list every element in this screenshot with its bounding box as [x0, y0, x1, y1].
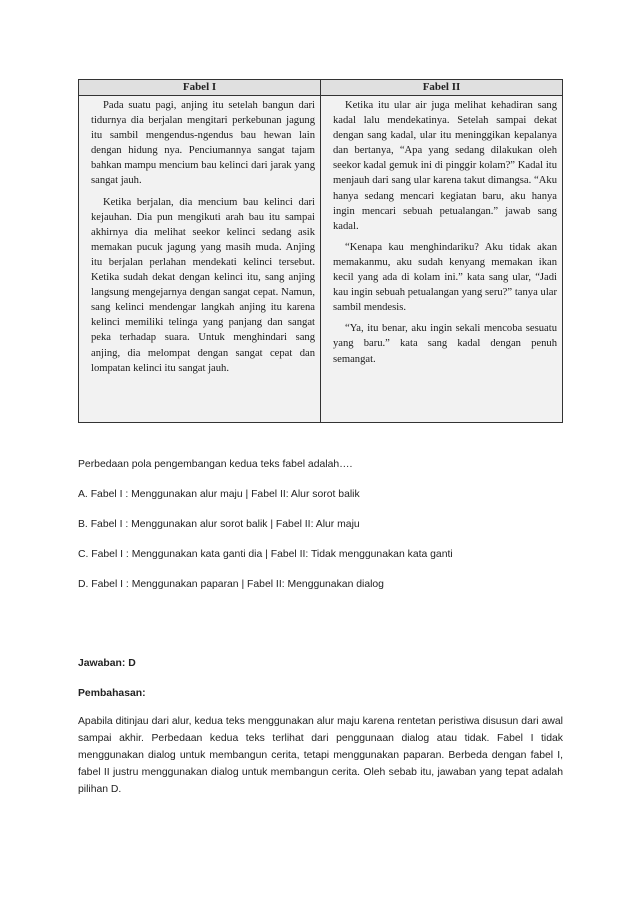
fabel-2-paragraph: “Ya, itu benar, aku ingin sekali mencoba sesuatu yang baru.” kata sang kadal dengan penuh semangat.: [333, 323, 557, 365]
fabel-2-paragraph: Ketika itu ular air juga melihat kehadiran sang kadal lalu mendekatinya. Setelah sampai dekat dengan sang kadal, ular itu meninggikan kepalanya dan bertanya, “Apa yang sedang dilakukan oleh seekor kadal gemuk ini di pinggir kolam?” Kadal itu menjauh dari sang ular karena takut dimangsa. “Aku hanya sedang mencari kegiatan baru, aku hanya ingin mencari sebuah petualangan.” jawab sang kadal.: [333, 100, 557, 232]
option-a: A. Fabel I : Menggunakan alur maju | Fabel II: Alur sorot balik: [78, 489, 360, 500]
table-body-row: [79, 96, 562, 422]
option-d: D. Fabel I : Menggunakan paparan | Fabel II: Menggunakan dialog: [78, 579, 384, 590]
discussion-title: Pembahasan:: [78, 688, 146, 699]
fabel-1-paragraph: Pada suatu pagi, anjing itu setelah bangun dari tidurnya dia berjalan mengitari perkebunan jagung itu sambil mengendus-ngendus bau hewan lain dengan hidung nya. Penciumannya sangat tajam bahkan mampu mencium bau kelinci dari jarak yang sangat jauh.: [91, 100, 315, 187]
fable-comparison-table: [78, 79, 563, 423]
answer-label: Jawaban: D: [78, 658, 136, 669]
header-fabel-2: Fabel II: [422, 81, 461, 93]
fabel-2-column: [321, 96, 562, 422]
table-header-row: [79, 80, 562, 96]
fabel-1-column: [79, 96, 321, 422]
fabel-1-paragraph: Ketika berjalan, dia mencium bau kelinci dari kejauhan. Dia pun mengikuti arah bau itu sampai akhirnya dia melihat seekor kelinci sedang asik memakan pucuk jagung yang masih muda. Anjing itu berjalan perlahan mendekati kelinci tersebut. Ketika sudah dekat dengan kelinci itu, sang anjing langsung mengejarnya dengan sangat cepat. Namun, sang kelinci mendengar langkah anjing itu karena kelinci memiliki telinga yang panjang dan sangat peka terhadap suara. Untuk menghindari sang anjing, dia melompat dengan sangat cepat dan lompatan kelinci itu sangat jauh.: [91, 196, 315, 374]
option-c: C. Fabel I : Menggunakan kata ganti dia | Fabel II: Tidak menggunakan kata ganti: [78, 549, 453, 560]
fabel-2-paragraph: “Kenapa kau menghindariku? Aku tidak akan memakanmu, aku sudah kenyang memakan ikan kecil yang ada di kolam ini.” kata sang ular, “Jadi kau ingin sebuah petualangan yang seru?” tanya ular sambil mendesis.: [333, 241, 557, 314]
question-text: Perbedaan pola pengembangan kedua teks fabel adalah….: [78, 459, 353, 470]
option-b: B. Fabel I : Menggunakan alur sorot balik | Fabel II: Alur maju: [78, 519, 360, 530]
header-fabel-1: Fabel I: [79, 80, 321, 95]
discussion-paragraph: Apabila ditinjau dari alur, kedua teks menggunakan alur maju karena rentetan peristiwa disusun dari awal sampai akhir. Perbedaan kedua teks terlihat dari penggunaan dialog atau tidak. Fabel I tidak menggunakan dialog untuk membangun cerita, tetapi menggunakan paparan. Berbeda dengan fabel I, fabel II justru menggunakan dialog untuk membangun cerita. Oleh sebab itu, jawaban yang tepat adalah pilihan D.: [78, 716, 563, 795]
